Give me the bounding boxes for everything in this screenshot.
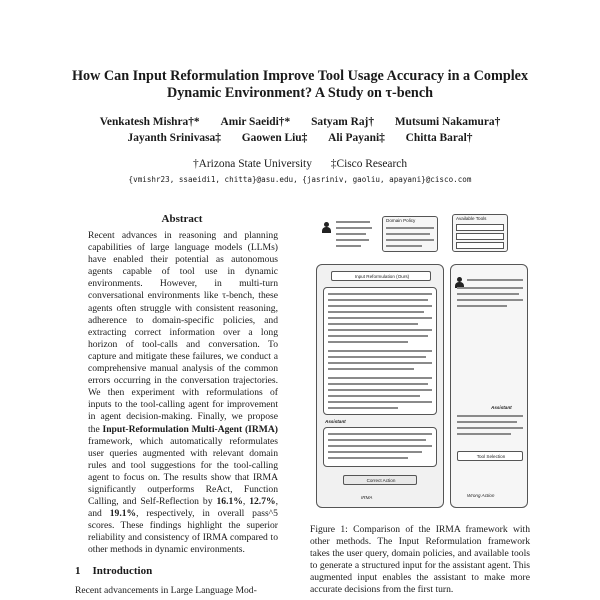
figure-caption: Figure 1: Comparison of the IRMA framework with other methods. The Input Reformulation framework takes the user query, domain policies, and available tools to generate a structured input for the assistant agent. This augmented input enables the assistant to make more accurate decisions from the first turn. xyxy=(310,524,530,596)
previous-methods-panel xyxy=(450,264,528,508)
author: Amir Saeidi†* xyxy=(220,116,291,128)
author: Satyam Raj† xyxy=(311,116,375,128)
author-list xyxy=(40,114,560,146)
tool-item xyxy=(456,224,504,231)
correct-action-box xyxy=(343,475,417,485)
author-row-1 xyxy=(40,114,560,130)
abstract-and: , and xyxy=(88,496,278,520)
author: Chitta Baral† xyxy=(405,132,473,144)
figure-1 xyxy=(308,208,530,516)
author-row-2 xyxy=(40,130,560,146)
assistant-label: Assistant xyxy=(325,419,346,424)
introduction-text: Recent advancements in Large Language Mod- xyxy=(75,585,257,596)
paper-title xyxy=(40,68,560,102)
input-reformulation-header xyxy=(331,271,431,281)
tool-selection-label: Tool Selection xyxy=(476,454,506,459)
abstract-pct-2: 12.7% xyxy=(249,496,276,508)
section-heading-introduction xyxy=(75,565,152,577)
author: Ali Payani‡ xyxy=(328,132,385,144)
user-icon xyxy=(322,222,331,233)
assistant-response-box xyxy=(323,427,437,467)
domain-policy-label: Domain Policy xyxy=(386,218,416,223)
affiliations xyxy=(40,157,560,171)
tool-item xyxy=(456,242,504,249)
author-emails: {vmishr23, ssaeidi1, chitta}@asu.edu, {jasriniv, gaoliu, apayani}@cisco.com xyxy=(128,175,472,184)
author: Jayanth Srinivasa‡ xyxy=(127,132,221,144)
available-tools-box xyxy=(452,214,508,252)
title-line-2: Dynamic Environment? A Study on τ-bench xyxy=(166,85,434,101)
correct-action-label: Correct Action xyxy=(366,478,396,483)
abstract-heading: Abstract xyxy=(161,213,203,225)
tool-item xyxy=(456,233,504,240)
abstract-pct-3: 19.1% xyxy=(109,508,137,520)
abstract-text-1: Recent advances in reasoning and planning capabilities of large language models (LLMs) have enabled their potential as autonomous agents capable of tool use in dynamic environments. However, in multi-turn conversational environments like τ-bench, these agents often struggle with consistent reasoning, adherence to domain-specific policies, and extracting correct information over a long horizon of tool-calls and conversation. To capture and mitigate these failures, we conduct a comprehensive manual analysis of the common errors occurring in the conversation trajectories. We then experiment with reformulations of inputs to the tool-calling agent for improvement in agent decision-making. Finally, we propose the xyxy=(88,230,278,435)
abstract-pct-1: 16.1% xyxy=(216,496,243,508)
section-number: 1 xyxy=(75,565,81,577)
user-query-bubble xyxy=(334,218,374,250)
assistant-label-previous: Assistant xyxy=(491,405,512,410)
abstract-body: Recent advances in reasoning and planning capabilities of large language models (LLMs) have enabled their potential as autonomous agents capable of tool use in dynamic environments. However, in multi-turn conversational environments like τ-bench, these agents often struggle with consistent reasoning, adherence to domain-specific policies, and extracting correct information over a long horizon of tool-calls and conversation. To capture and mitigate these failures, we conduct a comprehensive manual analysis of the common errors occurring in the conversation trajectories. We then experiment with reformulations of inputs to the tool-calling agent for improvement in agent decision-making. Finally, we propose the Input-Reformulation Multi-Agent (IRMA) framework, which automatically reformulates user queries augmented with relevant domain rules and tool suggestions for the tool-calling agent to focus on. The results show that IRMA significantly outperforms ReAct, Function Calling, and Self-Reflection by 16.1%, 12.7%, and 19.1%, respectively, in overall pass^5 scores. These findings highlight the superior reliability and consistency of IRMA compared to other methods in dynamic environments. xyxy=(88,230,278,556)
abstract-text-2: framework, which automatically reformulates user queries augmented with relevant domain rules and tool suggestions for the tool-calling agent to focus on. The results show that IRMA significantly outperforms ReAct, Function Calling, and Self-Reflection by xyxy=(88,435,278,508)
abstract-text-3: , respectively, in overall pass^5 scores. These findings highlight the superior reliability and consistency of IRMA compared to other methods in dynamic environments. xyxy=(88,508,278,556)
available-tools-label: Available Tools xyxy=(456,216,487,221)
input-reformulation-label: Input Reformulation (Ours) xyxy=(354,274,410,279)
reformulated-input-box xyxy=(323,287,437,415)
irma-label: IRMA xyxy=(361,495,373,500)
domain-policy-box xyxy=(382,216,438,252)
section-title: Introduction xyxy=(92,565,153,577)
abstract-irma-name: Input-Reformulation Multi-Agent (IRMA) xyxy=(102,423,278,435)
tool-selection-box xyxy=(457,451,523,461)
affiliation: ‡Cisco Research xyxy=(330,158,408,170)
author: Gaowen Liu‡ xyxy=(241,132,308,144)
affiliation: †Arizona State University xyxy=(192,158,312,170)
title-line-1: How Can Input Reformulation Improve Tool Usage Accuracy in a Complex xyxy=(71,68,529,84)
wrong-action-label: Wrong Action xyxy=(467,493,495,498)
irma-panel xyxy=(316,264,444,508)
author: Venkatesh Mishra†* xyxy=(99,116,200,128)
author: Mutsumi Nakamura† xyxy=(394,116,501,128)
